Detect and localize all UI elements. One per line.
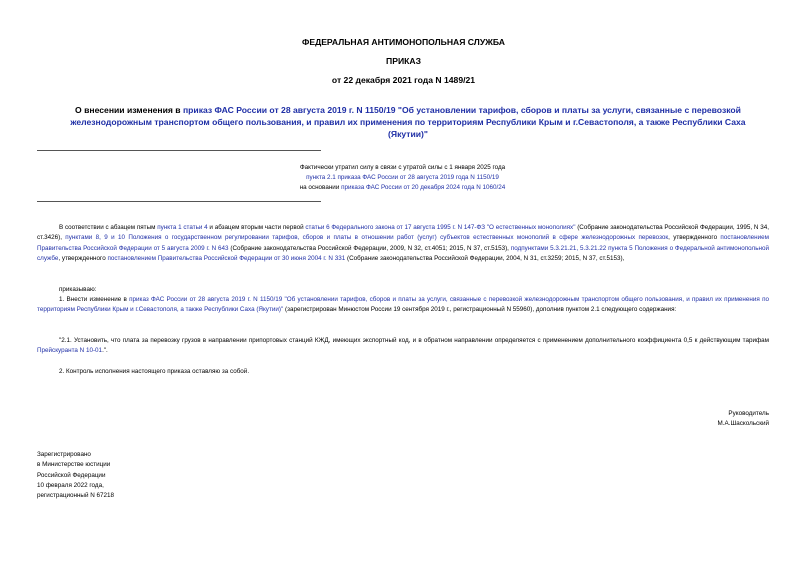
- registration-line: Российской Федерации: [37, 471, 106, 479]
- item-1-paragraph: [37, 295, 769, 316]
- preamble-text: , утвержденного: [668, 234, 721, 242]
- title-prefix: О внесении изменения в: [75, 105, 183, 115]
- registration-line: регистрационный N 67218: [37, 492, 115, 500]
- link-price-list[interactable]: Прейскуранта N 10-01: [37, 347, 103, 355]
- item-1-text: 1. Внести изменение в: [59, 296, 130, 303]
- status-note: [250, 163, 555, 193]
- status-note-line1: Фактически утратил силу в связи с утратой силы с 1 января 2025 года: [299, 164, 506, 171]
- link-law-clause[interactable]: пункта 1 статьи 4: [157, 224, 208, 231]
- item-2-paragraph: 2. Контроль исполнения настоящего приказа оставляю за собой.: [59, 368, 250, 375]
- link-regulation-items[interactable]: пунктами 8, 9 и 10 Положения о государственном регулировании тарифов, сборов и платы в отношении работ (услуг) субъектов естественных монополий в сфере железнодорожных перевозок: [65, 234, 669, 242]
- link-amended-order[interactable]: приказ ФАС России от 28 августа 2019 г. N 1150/19 "Об установлении тарифов, сборов и платы за услуги, связанные с перевозкой железнодорожным транспортом общего пользования, и правил их применения по территориям Республики Крым и г.Севастополя, а также Республики Саха (Якутии)": [37, 296, 769, 314]
- title-order-link[interactable]: приказ ФАС России от 28 августа 2019 г. N 1150/19 "Об установлении тарифов, сборов и платы за услуги, связанные с перевозкой железнодорожным транспортом общего пользования, и правил их применения по территориям Республики Крым и г.Севастополя, а также Республики Саха (Якутии)": [70, 105, 746, 139]
- quoted-clause: [37, 336, 769, 357]
- link-federal-law[interactable]: статьи 6 Федерального закона от 17 августа 1995 г. N 147-ФЗ "О естественных монополиях": [305, 224, 576, 231]
- link-government-decree-643[interactable]: постановлением Правительства Российской Федерации от 5 августа 2009 г. N 643: [37, 234, 769, 252]
- preamble-text: , утвержденного: [58, 254, 108, 262]
- link-fas-regulation[interactable]: подпунктами 5.3.21.21, 5.3.21.22 пункта 5 Положения о Федеральной антимонопольной службе: [37, 244, 769, 262]
- signature-block: [718, 409, 769, 430]
- registration-line: 10 февраля 2022 года,: [37, 481, 104, 489]
- preamble-text: (Собрание законодательства Российской Федерации, 2004, N 31, ст.3259; 2015, N 37, ст.5153),: [345, 254, 625, 262]
- link-government-decree-331[interactable]: постановлением Правительства Российской Федерации от 30 июня 2004 г. N 331: [107, 254, 346, 262]
- preamble-paragraph: [37, 223, 769, 264]
- divider-bottom: [37, 201, 321, 202]
- preamble-text: В соответствии с абзацем пятым: [59, 224, 158, 231]
- document-date-number: от 22 декабря 2021 года N 1489/21: [331, 75, 476, 85]
- agency-name: ФЕДЕРАЛЬНАЯ АНТИМОНОПОЛЬНАЯ СЛУЖБА: [302, 37, 505, 47]
- signature-name: М.А.Шаскольский: [717, 420, 769, 428]
- document-type: ПРИКАЗ: [386, 56, 421, 66]
- quote-text: "2.1. Установить, что плата за перевозку грузов в направлении припортовых станций КЖД, имеющих экспортный код, и в обратном направлении определяется с применением дополнительного коэффициента 0,5 к действующим тарифам: [59, 337, 769, 344]
- preamble-text: (Собрание законодательства Российской Федерации, 2009, N 32, ст.4051; 2015, N 37, ст.5153),: [228, 244, 511, 252]
- quote-text: .".: [102, 347, 108, 355]
- preamble-text: (Собрание законодательства Российской Федерации, 1995, N 34, ст.3426),: [37, 224, 769, 242]
- divider-top: [37, 150, 321, 151]
- order-word: приказываю:: [59, 286, 97, 293]
- item-1-text: (зарегистрирован Минюстом России 19 сентября 2019 г., регистрационный N 55960), дополнив пунктом 2.1 следующего содержания:: [283, 306, 677, 314]
- status-note-link2[interactable]: приказа ФАС России от 20 декабря 2024 года N 1060/24: [341, 184, 506, 191]
- preamble-text: и абзацем вторым части первой: [207, 224, 306, 231]
- document-title: [52, 104, 764, 140]
- registration-block: [37, 450, 114, 501]
- status-note-link1[interactable]: пункта 2.1 приказа ФАС России от 28 августа 2019 года N 1150/19: [306, 174, 499, 181]
- registration-line: Зарегистрировано: [37, 451, 91, 458]
- signature-role: Руководитель: [728, 410, 769, 417]
- status-note-basis: на основании: [299, 184, 342, 191]
- registration-line: в Министерстве юстиции: [37, 461, 111, 469]
